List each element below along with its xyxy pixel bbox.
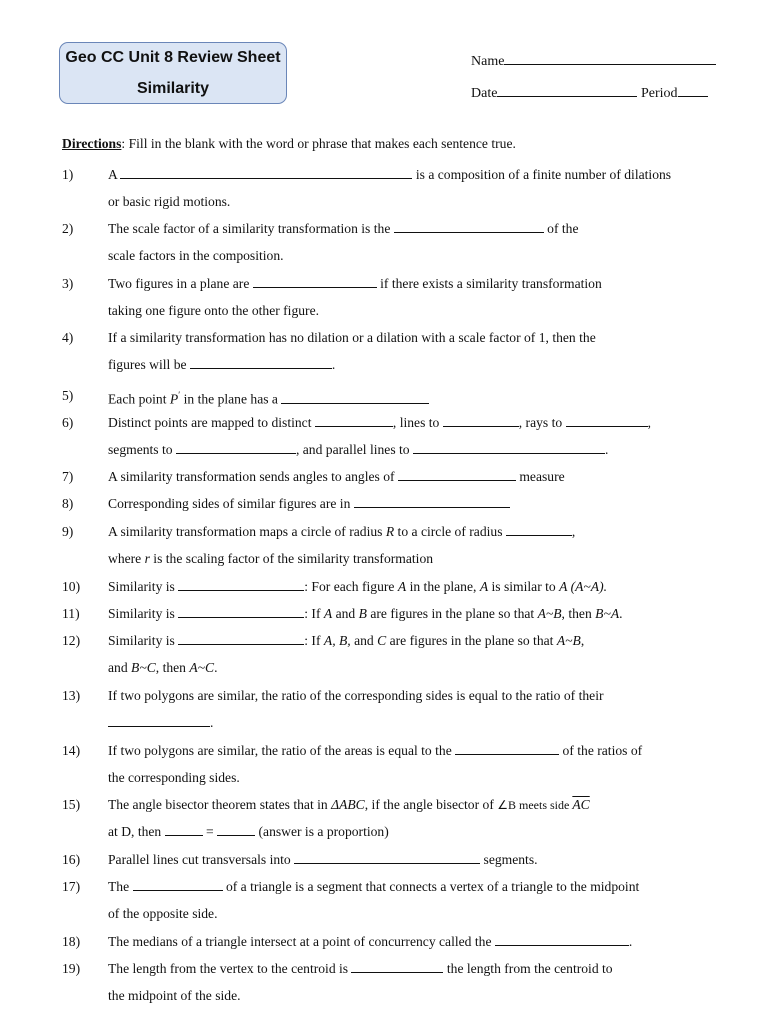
- answer-blank[interactable]: [354, 494, 510, 508]
- question-text: at D, then: [108, 824, 165, 839]
- question-text: or basic rigid motions.: [108, 194, 231, 209]
- question-text: (answer is a proportion): [255, 824, 389, 839]
- question-text: is similar to: [488, 579, 560, 594]
- question-text: : If: [304, 633, 324, 648]
- question-text: A similarity transformation maps a circle of radius: [108, 524, 386, 539]
- question-number: 11): [62, 606, 80, 621]
- question-text: are figures in the plane so that: [366, 606, 538, 621]
- question-text: Distinct points are mapped to distinct: [108, 415, 315, 430]
- question-number: 10): [62, 579, 81, 594]
- question-number: 15): [62, 797, 81, 812]
- question-text: and: [332, 606, 359, 621]
- question-text: Similarity is: [108, 606, 179, 621]
- question-text: Corresponding sides of similar figures are in: [108, 496, 354, 511]
- math-expression: A~C: [189, 660, 215, 675]
- question-number: 13): [62, 688, 81, 703]
- question-text: of the opposite side.: [108, 906, 218, 921]
- math-variable: C: [377, 633, 387, 648]
- name-field[interactable]: [471, 50, 716, 70]
- name-label: Name: [471, 54, 505, 69]
- answer-blank[interactable]: [294, 850, 480, 864]
- question-text: in the plane has a: [180, 391, 282, 407]
- question-text: in the plane,: [406, 579, 480, 594]
- answer-blank[interactable]: [394, 219, 544, 233]
- question-text: , lines to: [392, 415, 443, 430]
- question-text: If two polygons are similar, the ratio of the areas is equal to the: [108, 743, 456, 758]
- question-number: 9): [62, 524, 74, 539]
- answer-blank[interactable]: [133, 877, 223, 891]
- prime-mark: ′: [178, 390, 181, 400]
- question-text: .: [210, 715, 214, 730]
- question-text: figures will be: [108, 357, 190, 372]
- math-variable: r: [144, 551, 150, 566]
- question-text: the midpoint of the side.: [108, 988, 241, 1003]
- question-number: 8): [62, 496, 74, 511]
- question-text: The: [108, 879, 133, 894]
- question-text: If a similarity transformation has no dilation or a dilation with a scale factor of 1, then the: [108, 330, 596, 345]
- answer-blank[interactable]: [443, 413, 519, 427]
- worksheet-title: Geo CC Unit 8 Review Sheet: [65, 49, 281, 66]
- question-text: .: [331, 357, 336, 372]
- question-text: .: [628, 934, 633, 949]
- answer-blank[interactable]: [178, 604, 304, 618]
- question-text: the corresponding sides.: [108, 770, 240, 785]
- math-expression: A~B: [537, 606, 562, 621]
- answer-blank[interactable]: [281, 390, 429, 404]
- question-text: if there exists a similarity transformation: [376, 276, 602, 291]
- question-text: segments.: [480, 852, 538, 867]
- math-expression: A~B: [556, 633, 581, 648]
- question-text: and: [350, 633, 378, 648]
- answer-blank[interactable]: [351, 959, 443, 973]
- answer-blank[interactable]: [495, 932, 629, 946]
- math-variable: A: [479, 579, 489, 594]
- question-text: Similarity is: [108, 633, 179, 648]
- directions-text: : Fill in the blank with the word or phrase that makes each sentence true.: [121, 136, 516, 151]
- math-variable: B: [358, 606, 367, 621]
- name-blank[interactable]: [504, 50, 716, 65]
- answer-blank[interactable]: [455, 741, 559, 755]
- answer-blank[interactable]: [190, 355, 332, 369]
- answer-blank[interactable]: [108, 713, 210, 727]
- math-variable: P: [169, 391, 179, 407]
- triangle-expression: ΔABC: [331, 797, 365, 812]
- period-blank[interactable]: [678, 82, 708, 97]
- question-number: 3): [62, 276, 74, 291]
- question-text: scale factors in the composition.: [108, 248, 284, 263]
- question-text: is a composition of a finite number of dilations: [412, 167, 672, 182]
- answer-blank[interactable]: [217, 822, 255, 836]
- segment-expression: $\overline{AC}$: [572, 797, 590, 812]
- math-expression: B~C: [131, 660, 156, 675]
- question-text: The length from the vertex to the centroid is: [108, 961, 352, 976]
- question-text: , then: [561, 606, 596, 621]
- math-variable: A: [397, 579, 407, 594]
- title-box: [59, 42, 287, 104]
- math-expression: B~A: [595, 606, 620, 621]
- math-expression: A (A~A).: [559, 579, 607, 594]
- question-number: 6): [62, 415, 74, 430]
- answer-blank[interactable]: [176, 440, 296, 454]
- question-number: 17): [62, 879, 81, 894]
- question-text: .: [605, 442, 609, 457]
- question-text: and: [108, 660, 132, 675]
- question-text: , if the angle bisector of: [364, 797, 498, 812]
- question-text: segments to: [108, 442, 176, 457]
- answer-blank[interactable]: [566, 413, 648, 427]
- date-blank[interactable]: [497, 82, 637, 97]
- math-variable: R: [385, 524, 395, 539]
- answer-blank[interactable]: [120, 165, 412, 179]
- question-number: 16): [62, 852, 81, 867]
- question-text: of the ratios of: [559, 743, 643, 758]
- equals-sign: =: [202, 824, 218, 839]
- directions: [62, 136, 516, 152]
- question-number: 1): [62, 167, 74, 182]
- question-text: If two polygons are similar, the ratio of the corresponding sides is equal to the ratio of their: [108, 688, 604, 703]
- angle-expression: ∠B meets side: [497, 798, 573, 812]
- question-text: , and parallel lines to: [295, 442, 413, 457]
- question-number: 2): [62, 221, 74, 236]
- question-text: measure: [515, 469, 565, 484]
- answer-blank[interactable]: [178, 631, 304, 645]
- question-text: The medians of a triangle intersect at a point of concurrency called the: [108, 934, 495, 949]
- question-number: 5): [62, 388, 74, 403]
- worksheet-subtitle: Similarity: [136, 80, 210, 97]
- question-number: 4): [62, 330, 74, 345]
- question-text: where: [108, 551, 145, 566]
- directions-label: Directions: [62, 136, 122, 151]
- question-number: 19): [62, 961, 81, 976]
- date-period-field[interactable]: [471, 82, 708, 102]
- date-label: Date: [471, 86, 498, 101]
- question-text: ,: [571, 524, 576, 539]
- question-text: Each point: [108, 391, 170, 407]
- question-text: A similarity transformation sends angles to angles of: [108, 469, 398, 484]
- period-label: Period: [640, 86, 678, 101]
- question-text: is the scaling factor of the similarity transformation: [149, 551, 434, 566]
- question-text: are figures in the plane so that: [386, 633, 557, 648]
- question-text: of a triangle is a segment that connects a vertex of a triangle to the midpoint: [222, 879, 640, 894]
- question-text: Two figures in a plane are: [108, 276, 253, 291]
- question-text: .: [214, 660, 218, 675]
- answer-blank[interactable]: [398, 467, 516, 481]
- question-text: ,: [580, 633, 585, 648]
- question-text: ,: [647, 415, 651, 430]
- question-text: : For each figure: [304, 579, 398, 594]
- question-text: of the: [543, 221, 579, 236]
- question-text: the length from the centroid to: [443, 961, 613, 976]
- math-variable: A, B,: [323, 633, 351, 648]
- question-number: 12): [62, 633, 81, 648]
- question-text: : If: [304, 606, 324, 621]
- question-number: 14): [62, 743, 81, 758]
- answer-blank[interactable]: [165, 822, 203, 836]
- answer-blank[interactable]: [178, 577, 304, 591]
- question-text: taking one figure onto the other figure.: [108, 303, 320, 318]
- answer-blank[interactable]: [413, 440, 605, 454]
- answer-blank[interactable]: [253, 274, 377, 288]
- question-text: .: [619, 606, 623, 621]
- question-text: Parallel lines cut transversals into: [108, 852, 295, 867]
- question-text: to a circle of radius: [394, 524, 506, 539]
- question-number: 18): [62, 934, 81, 949]
- question-text: , rays to: [518, 415, 566, 430]
- question-text: A: [108, 167, 121, 182]
- math-variable: A: [323, 606, 333, 621]
- answer-blank[interactable]: [506, 522, 572, 536]
- question-number: 7): [62, 469, 74, 484]
- question-text: The scale factor of a similarity transformation is the: [108, 221, 394, 236]
- question-text: The angle bisector theorem states that in: [108, 797, 332, 812]
- question-text: , then: [155, 660, 190, 675]
- question-text: Similarity is: [108, 579, 179, 594]
- answer-blank[interactable]: [315, 413, 393, 427]
